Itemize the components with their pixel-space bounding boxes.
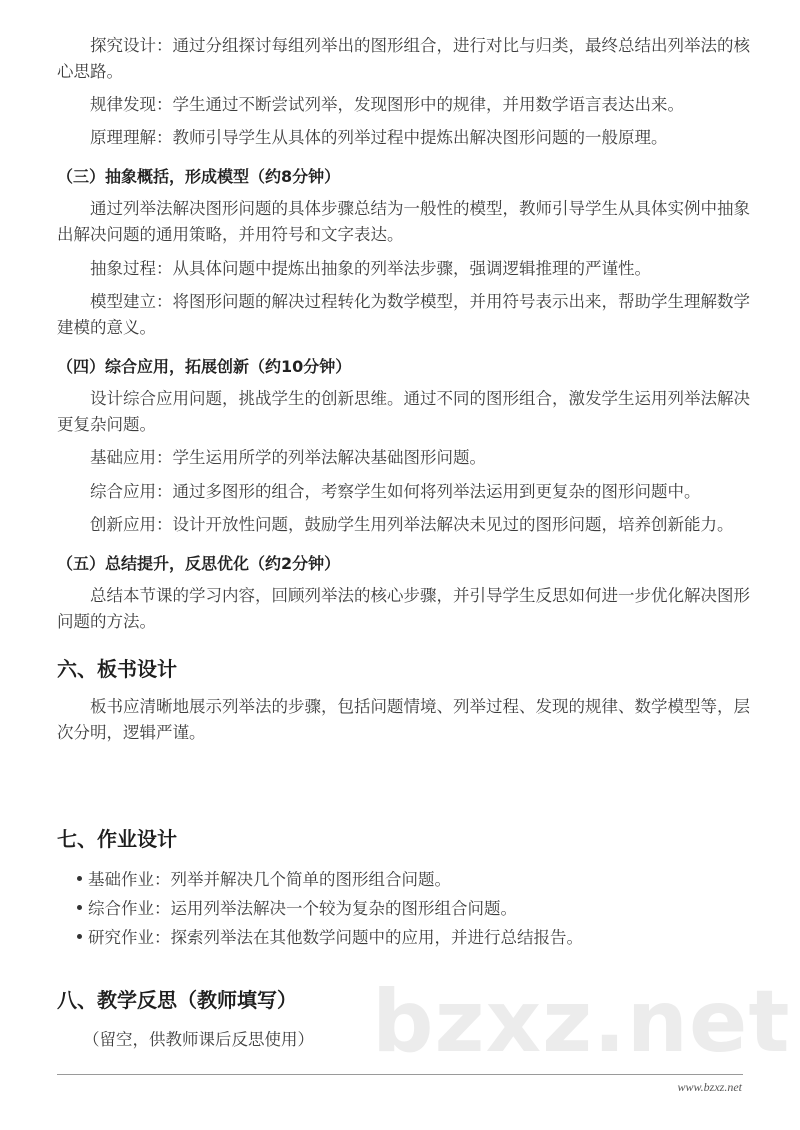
paragraph-line: 抽象过程：从具体问题中提炼出抽象的列举法步骤，强调逻辑推理的严谨性。 <box>90 259 651 278</box>
paragraph-line: 创新应用：设计开放性问题，鼓励学生用列举法解决未见过的图形问题，培养创新能力。 <box>90 515 734 534</box>
bullet-icon <box>77 905 82 910</box>
paragraph-line: 板书应清晰地展示列举法的步骤，包括问题情境、列举过程、发现的规律、数学模型等，层 <box>90 697 750 716</box>
paragraph-line: 总结本节课的学习内容，回顾列举法的核心步骤，并引导学生反思如何进一步优化解决图形 <box>90 586 750 605</box>
paragraph-line: 模型建立：将图形问题的解决过程转化为数学模型，并用符号表示出来，帮助学生理解数学 <box>90 292 750 311</box>
paragraph-line: 心思路。 <box>57 62 123 81</box>
footer-divider <box>57 1074 743 1075</box>
footer-url: www.bzxz.net <box>677 1080 742 1094</box>
paragraph-line: 综合应用：通过多图形的组合，考察学生如何将列举法运用到更复杂的图形问题中。 <box>90 482 701 501</box>
step-three-heading: （三）抽象概括，形成模型（约8分钟） <box>57 167 341 186</box>
paragraph-line: 建模的意义。 <box>57 318 156 337</box>
paragraph-line: 原理理解：教师引导学生从具体的列举过程中提炼出解决图形问题的一般原理。 <box>90 128 668 147</box>
bullet-icon <box>77 876 82 881</box>
bullet-icon <box>77 934 82 939</box>
section-eight-heading: 八、教学反思（教师填写） <box>57 988 297 1012</box>
paragraph-line: 次分明，逻辑严谨。 <box>57 723 206 742</box>
paragraph-line: 规律发现：学生通过不断尝试列举，发现图形中的规律，并用数学语言表达出来。 <box>90 95 684 114</box>
watermark-text: bzxz.net <box>372 972 791 1072</box>
paragraph-line: 探究设计：通过分组探讨每组列举出的图形组合，进行对比与归类，最终总结出列举法的核 <box>90 36 750 55</box>
section-six-heading: 六、板书设计 <box>57 657 177 681</box>
homework-item-text: 综合作业：运用列举法解决一个较为复杂的图形组合问题。 <box>88 899 517 918</box>
paragraph-line: 更复杂问题。 <box>57 415 156 434</box>
paragraph-line: 通过列举法解决图形问题的具体步骤总结为一般性的模型，教师引导学生从具体实例中抽象 <box>90 199 750 218</box>
homework-list-item <box>77 925 583 951</box>
homework-item-text: 研究作业：探索列举法在其他数学问题中的应用，并进行总结报告。 <box>88 928 583 947</box>
paragraph-line: 问题的方法。 <box>57 612 156 631</box>
reflection-note: （留空，供教师课后反思使用） <box>83 1030 314 1049</box>
step-five-heading: （五）总结提升，反思优化（约2分钟） <box>57 554 341 573</box>
homework-list-item <box>77 867 451 893</box>
paragraph-line: 出解决问题的通用策略，并用符号和文字表达。 <box>57 225 404 244</box>
document-page <box>57 0 750 1130</box>
homework-item-text: 基础作业：列举并解决几个简单的图形组合问题。 <box>88 870 451 889</box>
homework-list-item <box>77 896 517 922</box>
section-seven-heading: 七、作业设计 <box>57 827 177 851</box>
paragraph-line: 设计综合应用问题，挑战学生的创新思维。通过不同的图形组合，激发学生运用列举法解决 <box>90 389 750 408</box>
paragraph-line: 基础应用：学生运用所学的列举法解决基础图形问题。 <box>90 448 486 467</box>
step-four-heading: （四）综合应用，拓展创新（约10分钟） <box>57 357 352 376</box>
